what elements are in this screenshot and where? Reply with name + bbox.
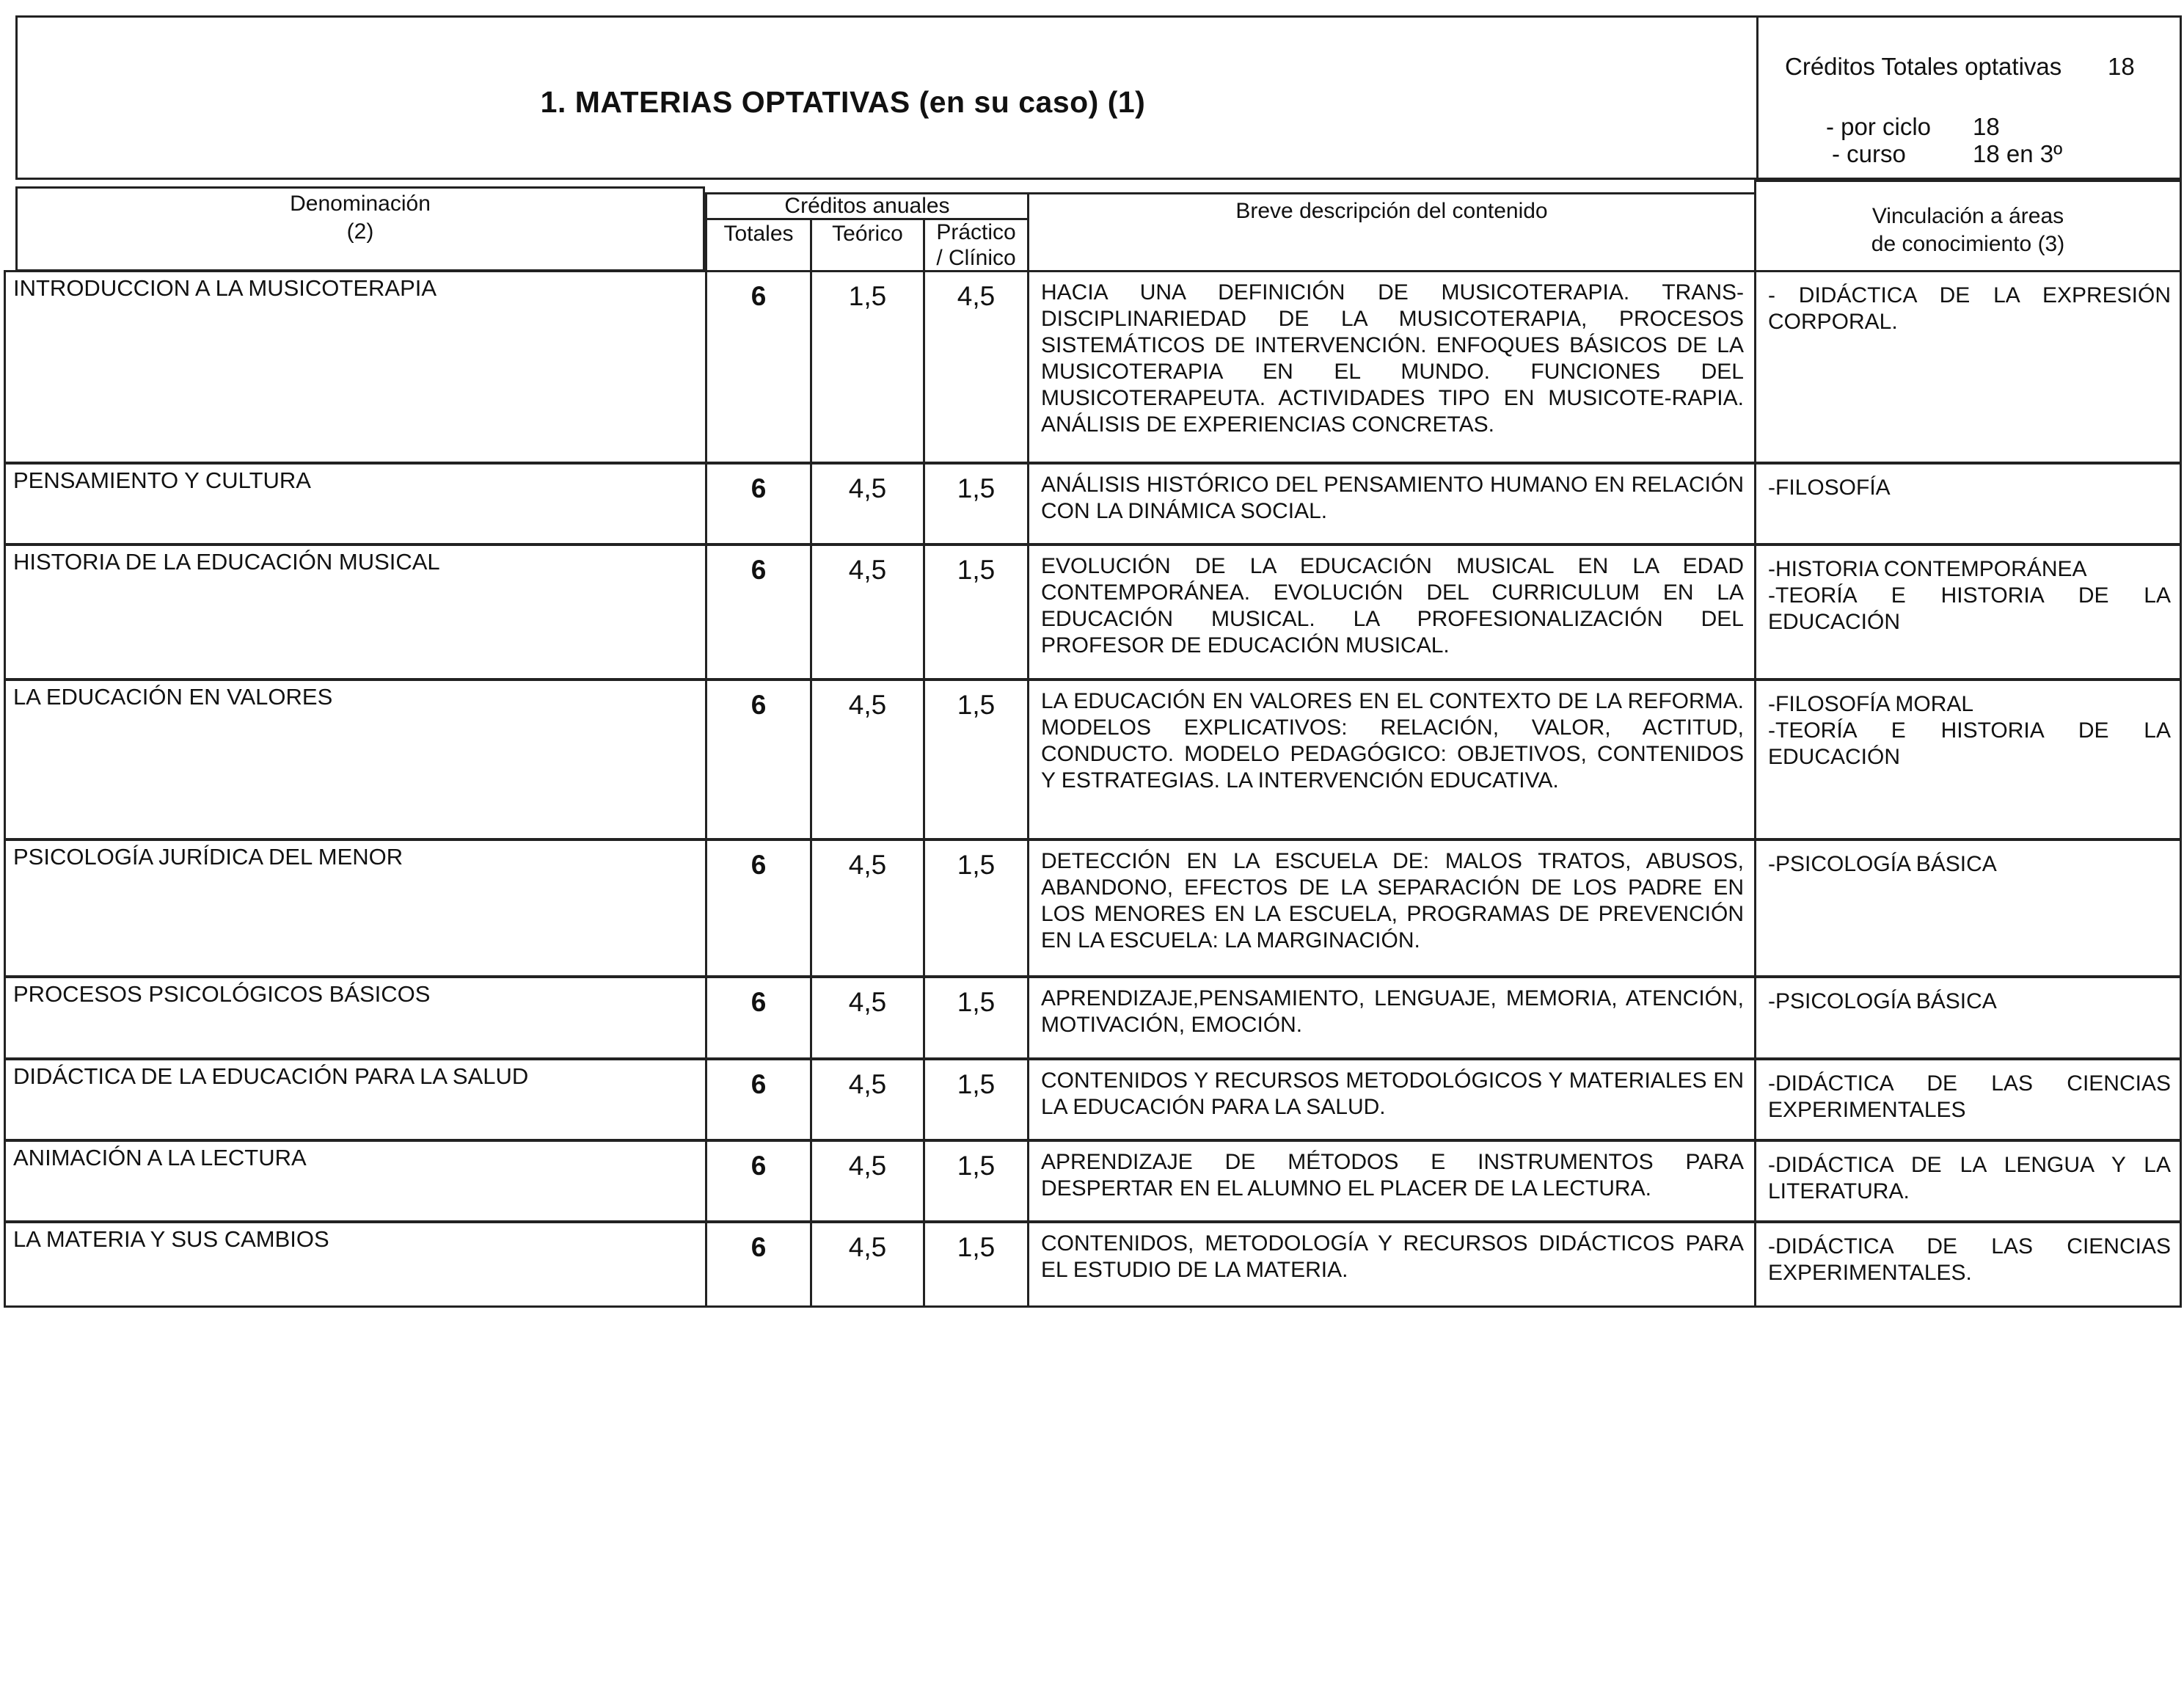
cell-line: LA MATERIA Y SUS CAMBIOS	[13, 1226, 329, 1252]
row-practico	[923, 839, 1029, 977]
row-descripcion	[1027, 1058, 1756, 1141]
cell-line: 6	[750, 473, 767, 503]
cell-line: -PSICOLOGÍA BÁSICA	[1768, 989, 1997, 1013]
row-teorico	[810, 1140, 925, 1223]
cell-line: - DIDÁCTICA DE LA EXPRESIÓN CORPORAL.	[1768, 283, 2171, 334]
col-teorico	[810, 218, 925, 277]
row-area	[1754, 544, 2182, 680]
cell-line: 4,5	[848, 555, 887, 585]
cell-line: 6	[750, 987, 767, 1017]
row-teorico	[810, 462, 925, 545]
cell-line: -PSICOLOGÍA BÁSICA	[1768, 852, 1997, 876]
cell-line: 4,5	[848, 850, 887, 880]
cell-line: 4,5	[848, 473, 887, 503]
row-name	[4, 544, 707, 680]
row-teorico	[810, 270, 925, 464]
cell-line: 1,5	[957, 1069, 996, 1099]
row-totales	[705, 1221, 812, 1308]
cell-line: 4,5	[848, 987, 887, 1017]
credits-total-label: Créditos Totales optativas	[1785, 53, 2062, 80]
credits-curso-label: - curso	[1832, 140, 1906, 167]
row-name	[4, 270, 707, 464]
row-teorico	[810, 679, 925, 840]
row-area	[1754, 679, 2182, 840]
cell-line: -TEORÍA E HISTORIA DE LA EDUCACIÓN	[1768, 718, 2171, 769]
cell-line: ANÁLISIS HISTÓRICO DEL PENSAMIENTO HUMANO EN RELACIÓN CON LA DINÁMICA SOCIAL.	[1041, 473, 1744, 523]
row-practico	[923, 976, 1029, 1060]
col-denominacion-note: (2)	[346, 219, 374, 244]
cell-line: 1,5	[957, 473, 996, 503]
row-area	[1754, 1140, 2182, 1223]
row-teorico	[810, 976, 925, 1060]
row-practico	[923, 1058, 1029, 1141]
row-descripcion	[1027, 679, 1756, 840]
col-totales-label: Totales	[723, 222, 794, 246]
row-teorico	[810, 839, 925, 977]
cell-line: LA EDUCACIÓN EN VALORES EN EL CONTEXTO DE LA REFORMA. MODELOS EXPLICATIVOS: RELACIÓN, VALOR, ACTITUD, CONDUCTO. MODELO PEDAGÓGICO: OBJETIVOS, CONTENIDOS Y ESTRATEGIAS. LA INTERVENCIÓN EDUCATIVA.	[1041, 689, 1744, 793]
cell-line: 4,5	[848, 1232, 887, 1262]
col-practico	[923, 218, 1029, 277]
cell-line: 6	[750, 555, 767, 585]
row-practico	[923, 679, 1029, 840]
cell-line: -DIDÁCTICA DE LAS CIENCIAS EXPERIMENTALES.	[1768, 1234, 2171, 1285]
cell-line: -FILOSOFÍA MORAL	[1768, 692, 1974, 716]
cell-line: -DIDÁCTICA DE LA LENGUA Y LA LITERATURA.	[1768, 1153, 2171, 1203]
cell-line: 4,5	[848, 690, 887, 720]
cell-line: INTRODUCCION A LA MUSICOTERAPIA	[13, 275, 437, 301]
row-practico	[923, 544, 1029, 680]
col-creditos-anuales	[705, 192, 1029, 220]
row-name	[4, 1058, 707, 1141]
cell-line: LA EDUCACIÓN EN VALORES	[13, 684, 333, 710]
col-practico-label: Práctico	[936, 220, 1016, 244]
col-totales	[705, 218, 812, 277]
row-descripcion	[1027, 462, 1756, 545]
row-practico	[923, 1140, 1029, 1223]
row-name	[4, 462, 707, 545]
cell-line: PSICOLOGÍA JURÍDICA DEL MENOR	[13, 844, 403, 870]
row-totales	[705, 976, 812, 1060]
row-totales	[705, 462, 812, 545]
col-descripcion	[1027, 192, 1756, 277]
cell-line: PROCESOS PSICOLÓGICOS BÁSICOS	[13, 981, 431, 1007]
cell-line: 6	[750, 281, 767, 311]
cell-line: 1,5	[957, 1232, 996, 1262]
row-totales	[705, 1140, 812, 1223]
col-vinculacion-label: Vinculación a áreas	[1871, 204, 2064, 228]
cell-line: APRENDIZAJE,PENSAMIENTO, LENGUAJE, MEMORIA, ATENCIÓN, MOTIVACIÓN, EMOCIÓN.	[1041, 986, 1744, 1037]
cell-line: 1,5	[957, 555, 996, 585]
cell-line: 6	[750, 690, 767, 720]
row-teorico	[810, 1221, 925, 1308]
row-practico	[923, 1221, 1029, 1308]
row-area	[1754, 270, 2182, 464]
cell-line: DETECCIÓN EN LA ESCUELA DE: MALOS TRATOS, ABUSOS, ABANDONO, EFECTOS DE LA SEPARACIÓN DE LOS PADRE EN LOS MENORES EN LA ESCUELA, PROGRAMAS DE PREVENCIÓN EN LA ESCUELA: LA MARGINACIÓN.	[1041, 849, 1744, 953]
col-denominacion	[15, 186, 705, 272]
row-area	[1754, 839, 2182, 977]
row-name	[4, 976, 707, 1060]
cell-line: 6	[750, 1069, 767, 1099]
cell-line: 6	[750, 850, 767, 880]
cell-line: APRENDIZAJE DE MÉTODOS E INSTRUMENTOS PARA DESPERTAR EN EL ALUMNO EL PLACER DE LA LECTURA.	[1041, 1150, 1744, 1201]
col-descripcion-label: Breve descripción del contenido	[1235, 199, 1548, 223]
cell-line: 4,5	[848, 1069, 887, 1099]
row-totales	[705, 839, 812, 977]
cell-line: 4,5	[957, 281, 996, 311]
cell-line: HACIA UNA DEFINICIÓN DE MUSICOTERAPIA. TRANS-DISCIPLINARIEDAD DE LA MUSICOTERAPIA, PROCESOS SISTEMÁTICOS DE INTERVENCIÓN. ENFOQUES BÁSICOS DE LA MUSICOTERAPIA EN EL MUNDO. FUNCIONES DEL MUSICOTERAPEUTA. ACTIVIDADES TIPO EN MUSICOTE-RAPIA. ANÁLISIS DE EXPERIENCIAS CONCRETAS.	[1041, 280, 1744, 437]
row-descripcion	[1027, 839, 1756, 977]
credits-total-value: 18	[2108, 53, 2135, 80]
cell-line: EVOLUCIÓN DE LA EDUCACIÓN MUSICAL EN LA EDAD CONTEMPORÁNEA. EVOLUCIÓN DEL CURRICULUM EN LA EDUCACIÓN MUSICAL. LA PROFESIONALIZACIÓN DEL PROFESOR DE EDUCACIÓN MUSICAL.	[1041, 554, 1744, 658]
row-area	[1754, 462, 2182, 545]
row-totales	[705, 679, 812, 840]
cell-line: PENSAMIENTO Y CULTURA	[13, 467, 311, 493]
row-area	[1754, 1221, 2182, 1308]
cell-line: ANIMACIÓN A LA LECTURA	[13, 1145, 307, 1170]
credits-curso-value: 18 en 3º	[1973, 140, 2063, 167]
row-name	[4, 839, 707, 977]
cell-line: -FILOSOFÍA	[1768, 476, 1891, 500]
col-clinico-label: / Clínico	[936, 245, 1016, 270]
col-vinculacion-label-2: de conocimiento (3)	[1871, 231, 2065, 256]
cell-line: -HISTORIA CONTEMPORÁNEA	[1768, 557, 2087, 581]
row-name	[4, 679, 707, 840]
row-descripcion	[1027, 270, 1756, 464]
cell-line: CONTENIDOS Y RECURSOS METODOLÓGICOS Y MATERIALES EN LA EDUCACIÓN PARA LA SALUD.	[1041, 1068, 1744, 1119]
row-name	[4, 1140, 707, 1223]
row-area	[1754, 1058, 2182, 1141]
row-name	[4, 1221, 707, 1308]
cell-line: 6	[750, 1151, 767, 1181]
cell-line: 1,5	[957, 1151, 996, 1181]
row-teorico	[810, 1058, 925, 1141]
cell-line: 1,5	[957, 690, 996, 720]
row-descripcion	[1027, 1221, 1756, 1308]
credits-ciclo-label: - por ciclo	[1826, 113, 1932, 140]
col-creditos-anuales-label: Créditos anuales	[784, 194, 950, 218]
row-totales	[705, 270, 812, 464]
cell-line: DIDÁCTICA DE LA EDUCACIÓN PARA LA SALUD	[13, 1063, 529, 1089]
cell-line: 4,5	[848, 1151, 887, 1181]
cell-line: 1,5	[957, 850, 996, 880]
cell-line: CONTENIDOS, METODOLOGÍA Y RECURSOS DIDÁCTICOS PARA EL ESTUDIO DE LA MATERIA.	[1041, 1231, 1744, 1282]
cell-line: 1,5	[848, 281, 887, 311]
row-totales	[705, 1058, 812, 1141]
row-descripcion	[1027, 1140, 1756, 1223]
row-practico	[923, 462, 1029, 545]
row-descripcion	[1027, 544, 1756, 680]
cell-line: -TEORÍA E HISTORIA DE LA EDUCACIÓN	[1768, 583, 2171, 634]
cell-line: 1,5	[957, 987, 996, 1017]
page-title: 1. MATERIAS OPTATIVAS (en su caso) (1)	[540, 84, 1146, 119]
col-teorico-label: Teórico	[832, 222, 903, 246]
row-descripcion	[1027, 976, 1756, 1060]
row-totales	[705, 544, 812, 680]
cell-line: -DIDÁCTICA DE LAS CIENCIAS EXPERIMENTALES	[1768, 1071, 2171, 1122]
cell-line: 6	[750, 1232, 767, 1262]
col-denominacion-label: Denominación	[290, 192, 431, 216]
row-area	[1754, 976, 2182, 1060]
col-vinculacion	[1754, 180, 2182, 277]
cell-line: HISTORIA DE LA EDUCACIÓN MUSICAL	[13, 549, 440, 575]
row-teorico	[810, 544, 925, 680]
row-practico	[923, 270, 1029, 464]
credits-ciclo-value: 18	[1973, 113, 2000, 140]
